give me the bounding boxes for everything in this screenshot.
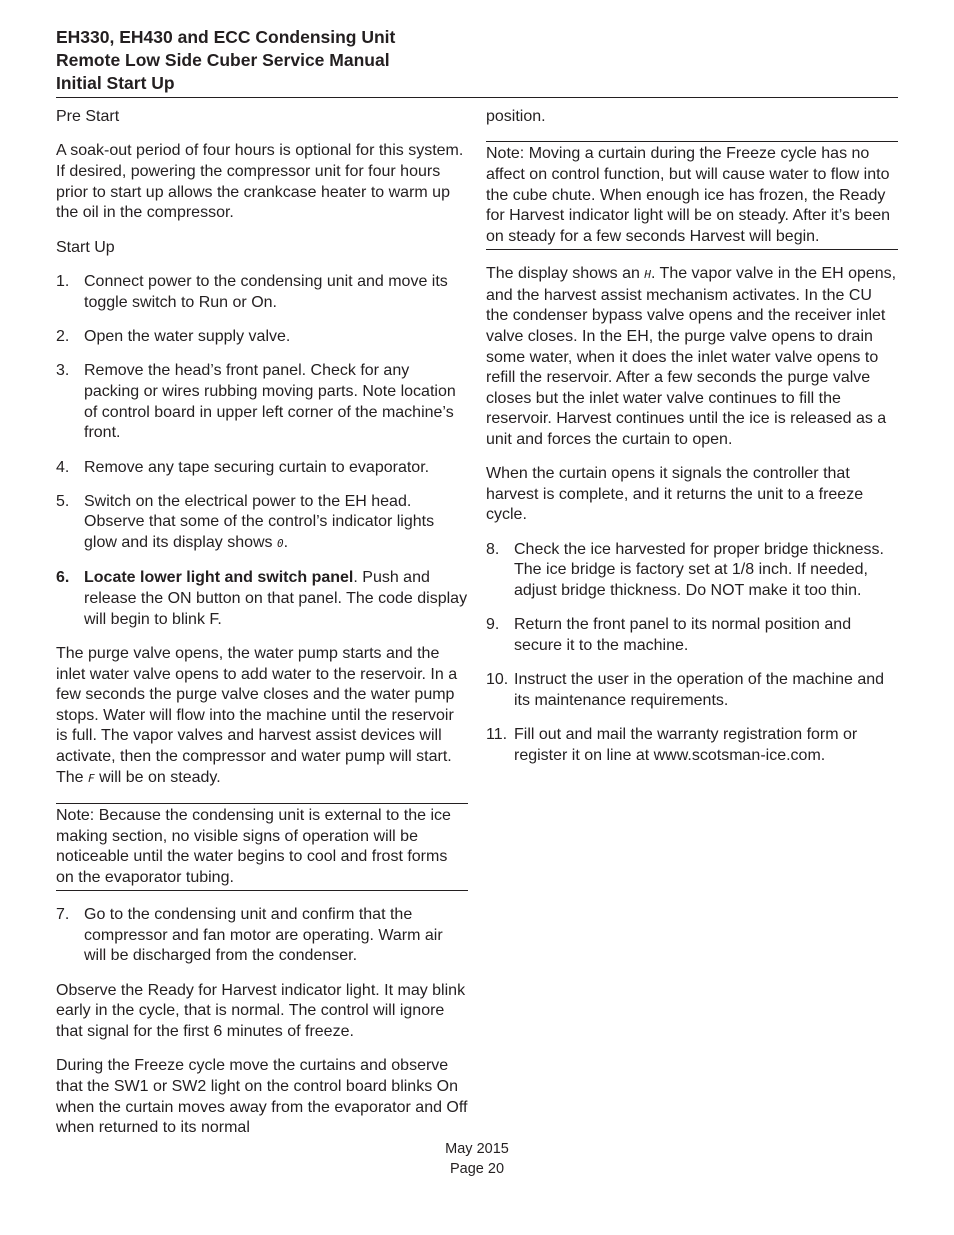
note-condensing-unit — [56, 803, 468, 891]
step-9 — [486, 615, 898, 656]
continued-text: position. — [486, 108, 546, 125]
step-1 — [56, 272, 468, 313]
step-10 — [486, 670, 898, 711]
step-bold-text: Locate lower light and switch panel — [84, 569, 354, 587]
curtain-paragraph: When the curtain opens it signals the controller that harvest is complete, and it returns the unit to a freeze cycle. — [486, 465, 864, 524]
footer-date: May 2015 — [445, 1141, 509, 1157]
step-text: Instruct the user in the operation of the machine and its maintenance requirements. — [514, 671, 885, 710]
step-5 — [56, 492, 468, 555]
step-number: 2. — [56, 327, 70, 345]
display-code-glyph: H — [644, 268, 651, 282]
purge-paragraph — [56, 644, 468, 789]
step-number: 3. — [56, 362, 70, 380]
step-4 — [56, 458, 468, 479]
step-text: Remove the head’s front panel. Check for any packing or wires rubbing moving parts. Note location of control board in upper left corner of the machine’s front. — [84, 362, 456, 442]
step-6 — [56, 568, 468, 630]
step-text: Fill out and mail the warranty registration form or register it on line at www.scotsman-ice.com. — [514, 726, 858, 765]
header-title-line-1: EH330, EH430 and ECC Condensing Unit — [56, 27, 396, 47]
step-text: Switch on the electrical power to the EH head. Observe that some of the control’s indicator lights glow and its display shows — [84, 492, 435, 552]
harvest-text-start: The display shows an — [486, 265, 640, 283]
step-3 — [56, 361, 468, 443]
header-divider — [56, 97, 898, 98]
step-7 — [56, 905, 468, 967]
step-text: Check the ice harvested for proper bridge thickness. The ice bridge is factory set at 1/8 inch. If needed, adjust bridge thickness. Do NOT make it too thin. — [514, 540, 884, 600]
left-column — [56, 107, 468, 1153]
start-up-heading: Start Up — [56, 238, 115, 256]
purge-text: The purge valve opens, the water pump starts and the inlet water valve opens to add water to the reservoir. In a few seconds the purge valve closes and the water pump stops. Water will flow into the machine until the reservoir is full. The vapor valves and harvest assist devices will activate, then the compressor and water pump will start. The — [56, 645, 458, 786]
step-number: 4. — [56, 458, 70, 476]
step-11 — [486, 725, 898, 766]
observe-paragraph: Observe the Ready for Harvest indicator light. It may blink early in the cycle, that is normal. The control will ignore that signal for the first 6 minutes of freeze. — [56, 981, 466, 1040]
page-footer — [0, 1139, 954, 1179]
step-text: Connect power to the condensing unit and move its toggle switch to Run or On. — [84, 272, 448, 311]
step-text: . Push and release the ON button on that panel. The code display will begin to blink F. — [84, 569, 468, 628]
step-number: 10. — [486, 671, 509, 689]
harvest-paragraph — [486, 264, 898, 450]
note-text: Note: Moving a curtain during the Freeze cycle has no affect on control function, but will cause water to flow into the cube chute. When enough ice has frozen, the Ready for Harvest indicator light will be on steady. After it’s been on steady for a few seconds Harvest will begin. — [486, 145, 891, 245]
step-number: 1. — [56, 272, 70, 290]
step-number: 9. — [486, 616, 500, 634]
note-text: Note: Because the condensing unit is external to the ice making section, no visible signs of operation will be noticeable until the water begins to cool and frost forms on the evaporator tubing. — [56, 807, 451, 886]
harvest-text: . The vapor valve in the EH opens, and the harvest assist mechanism activates. In the CU the condenser bypass valve opens and the receiver inlet valve closes. In the EH, the purge valve opens to drain some water, when it does the inlet water valve opens to refill the reservoir. After a few seconds the purge valve closes but the inlet water valve continues to fill the reservoir. Harvest continues until the ice is released as a unit and forces the curtain to open. — [486, 265, 897, 448]
freeze-cycle-paragraph: During the Freeze cycle move the curtains and observe that the SW1 or SW2 light on the control board blinks On when the curtain moves away from the evaporator and Off when returned to its normal — [56, 1057, 468, 1137]
step-text: Open the water supply valve. — [84, 327, 291, 345]
step-number: 7. — [56, 906, 70, 924]
step-2 — [56, 327, 468, 348]
pre-start-heading: Pre Start — [56, 108, 120, 125]
step-8 — [486, 540, 898, 602]
display-code-glyph: F — [88, 771, 95, 785]
soak-out-paragraph: A soak-out period of four hours is optional for this system. If desired, powering the compressor unit for four hours prior to start up allows the crankcase heater to warm up the oil in the compressor. — [56, 142, 464, 222]
page-number: Page 20 — [449, 1161, 505, 1177]
step-number: 5. — [56, 492, 70, 510]
display-code-glyph: 0 — [277, 537, 284, 551]
note-curtain — [486, 141, 898, 250]
header-section-title: Initial Start Up — [56, 73, 175, 93]
purge-text-end: will be on steady. — [99, 768, 221, 786]
step-number: 6. — [56, 569, 70, 587]
step-number: 11. — [486, 726, 508, 744]
step-text: Return the front panel to its normal position and secure it to the machine. — [514, 616, 852, 655]
header-title-line-2: Remote Low Side Cuber Service Manual — [56, 50, 390, 70]
step-text: Remove any tape securing curtain to evaporator. — [84, 458, 430, 476]
page-header — [56, 26, 898, 95]
step-text-end: . — [283, 534, 289, 552]
right-column — [486, 107, 898, 780]
step-number: 8. — [486, 540, 500, 558]
step-text: Go to the condensing unit and confirm that the compressor and fan motor are operating. Warm air will be discharged from the condenser. — [84, 906, 443, 965]
